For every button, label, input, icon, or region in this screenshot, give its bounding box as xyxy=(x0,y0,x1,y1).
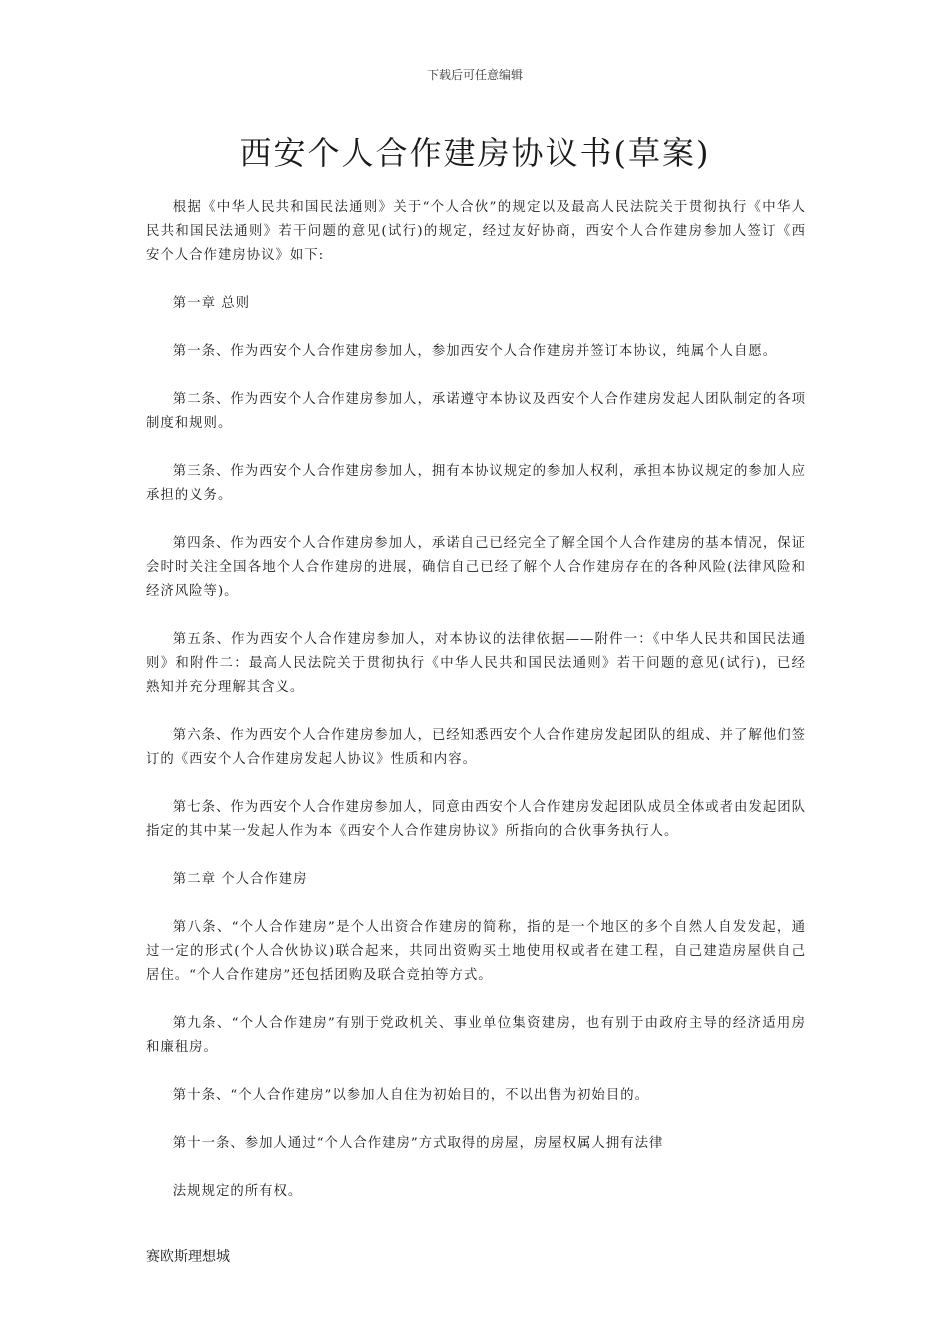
article-10: 第十条、“个人合作建房”以参加人自住为初始目的，不以出售为初始目的。 xyxy=(172,1088,649,1103)
chapter-heading-2: 第二章 个人合作建房 xyxy=(172,872,308,887)
article-4: 第四条、作为西安个人合作建房参加人，承诺自己已经完全了解全国个人合作建房的基本情况，保证会时时关注全国各地个人合作建房的进展，确信自己已经了解个人合作建房存在的各种风险(法律风险和经济风险等)。 xyxy=(146,536,806,599)
article-3: 第三条、作为西安个人合作建房参加人，拥有本协议规定的参加人权利，承担本协议规定的参加人应承担的义务。 xyxy=(146,464,806,503)
article-11: 第十一条、参加人通过“个人合作建房”方式取得的房屋，房屋权属人拥有法律 xyxy=(172,1136,664,1151)
document-body xyxy=(146,196,806,1204)
header-note: 下载后可任意编辑 xyxy=(426,68,523,82)
article-6: 第六条、作为西安个人合作建房参加人，已经知悉西安个人合作建房发起团队的组成、并了解他们签订的《西安个人合作建房发起人协议》性质和内容。 xyxy=(146,728,806,767)
paragraph-preamble: 根据《中华人民共和国民法通则》关于“个人合伙”的规定以及最高人民法院关于贯彻执行《中华人民共和国民法通则》若干问题的意见(试行)的规定，经过友好协商，西安个人合作建房参加人签订《西安个人合作建房协议》如下: xyxy=(146,200,806,263)
article-5: 第五条、作为西安个人合作建房参加人，对本协议的法律依据——附件一：《中华人民共和国民法通则》和附件二：最高人民法院关于贯彻执行《中华人民共和国民法通则》若干问题的意见(试行)，已经熟知并充分理解其含义。 xyxy=(146,632,806,695)
document-title: 西安个人合作建房协议书(草案) xyxy=(239,134,711,172)
chapter-heading-1: 第一章 总则 xyxy=(172,296,251,311)
article-8: 第八条、“个人合作建房”是个人出资合作建房的简称，指的是一个地区的多个自然人自发发起，通过一定的形式(个人合伙协议)联合起来，共同出资购买土地使用权或者在建工程，自己建造房屋供自己居住。“个人合作建房”还包括团购及联合竞拍等方式。 xyxy=(146,920,806,983)
article-1: 第一条、作为西安个人合作建房参加人，参加西安个人合作建房并签订本协议，纯属个人自愿。 xyxy=(172,344,778,359)
footer-note: 赛欧斯理想城 xyxy=(146,1249,230,1265)
article-11-continuation: 法规规定的所有权。 xyxy=(172,1184,303,1199)
article-9: 第九条、“个人合作建房”有别于党政机关、事业单位集资建房，也有别于由政府主导的经济适用房和廉租房。 xyxy=(146,1016,806,1055)
article-2: 第二条、作为西安个人合作建房参加人，承诺遵守本协议及西安个人合作建房发起人团队制定的各项制度和规则。 xyxy=(146,392,806,431)
article-7: 第七条、作为西安个人合作建房参加人，同意由西安个人合作建房发起团队成员全体或者由发起团队指定的其中某一发起人作为本《西安个人合作建房协议》所指向的合伙事务执行人。 xyxy=(146,800,806,839)
